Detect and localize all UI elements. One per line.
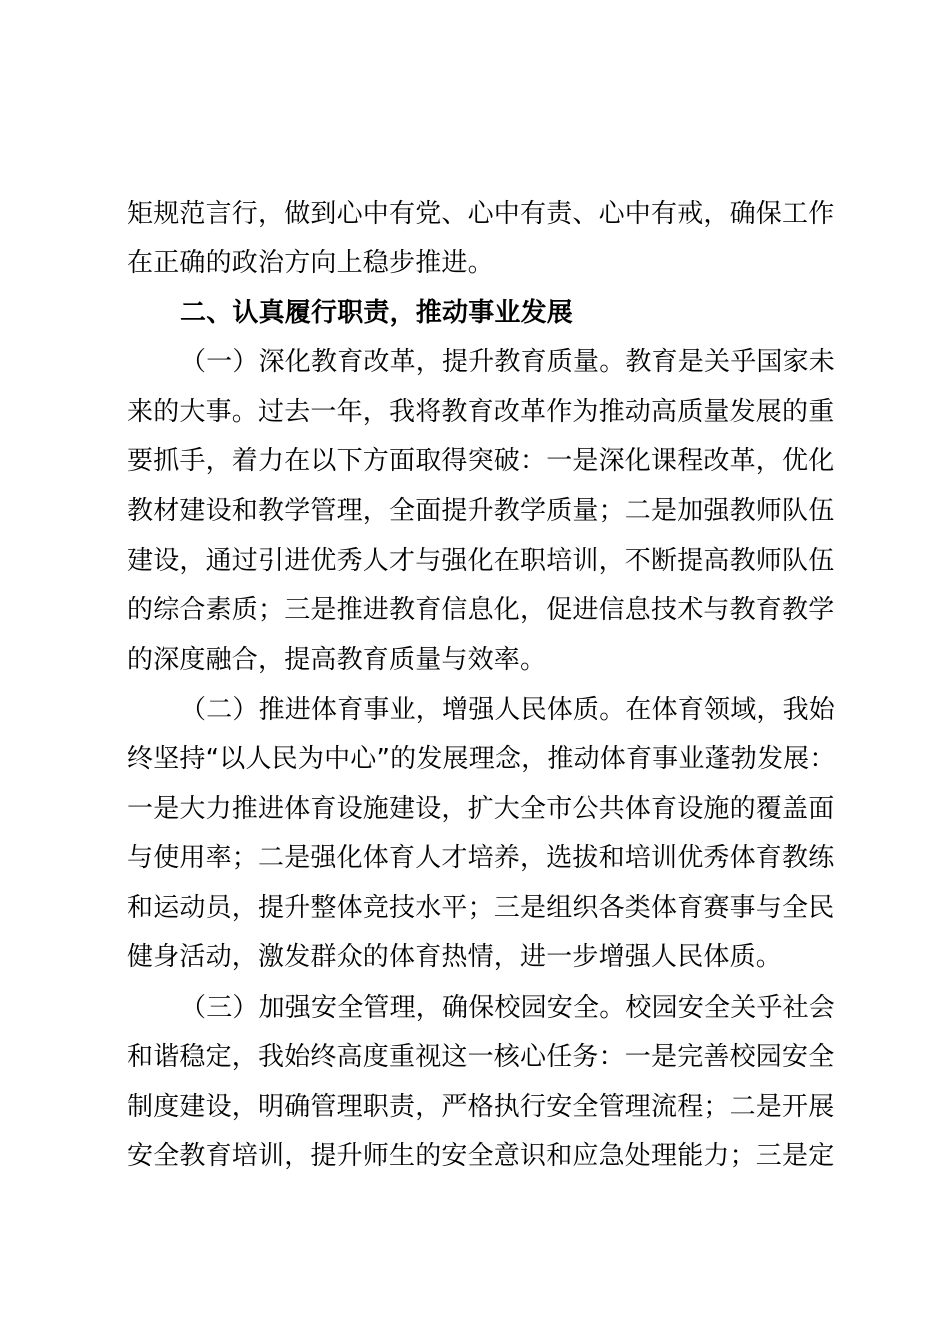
text-line: 和运动员，提升整体竞技水平；三是组织各类体育赛事与全民	[127, 893, 835, 923]
text-line: 与使用率；二是强化体育人才培养，选拔和培训优秀体育教练	[127, 843, 835, 873]
section-heading: 二、认真履行职责，推动事业发展	[180, 298, 574, 328]
text-line: 要抓手，着力在以下方面取得突破：一是深化课程改革，优化	[127, 446, 835, 476]
text-line: 建设，通过引进优秀人才与强化在职培训，不断提高教师队伍	[127, 546, 835, 576]
text-line: （二）推进体育事业，增强人民体质。在体育领域，我始	[180, 695, 836, 725]
text-line: 教材建设和教学管理，全面提升教学质量；二是加强教师队伍	[127, 496, 835, 526]
text-line: 矩规范言行，做到心中有党、心中有责、心中有戒，确保工作	[127, 199, 835, 229]
text-line: 一是大力推进体育设施建设，扩大全市公共体育设施的覆盖面	[127, 794, 835, 824]
text-line: 安全教育培训，提升师生的安全意识和应急处理能力；三是定	[127, 1141, 835, 1171]
text-line: 的综合素质；三是推进教育信息化，促进信息技术与教育教学	[127, 595, 835, 625]
text-line: 来的大事。过去一年，我将教育改革作为推动高质量发展的重	[127, 397, 835, 427]
text-line: 和谐稳定，我始终高度重视这一核心任务：一是完善校园安全	[127, 1042, 835, 1072]
text-line: 的深度融合，提高教育质量与效率。	[127, 645, 547, 675]
text-line: 终坚持“以人民为中心”的发展理念，推动体育事业蓬勃发展：	[127, 744, 836, 774]
text-line: （一）深化教育改革，提升教育质量。教育是关乎国家未	[180, 347, 836, 377]
text-line: 制度建设，明确管理职责，严格执行安全管理流程；二是开展	[127, 1092, 835, 1122]
text-line: 在正确的政治方向上稳步推进。	[127, 248, 494, 278]
text-line: （三）加强安全管理，确保校园安全。校园安全关乎社会	[180, 993, 836, 1023]
text-line: 健身活动，激发群众的体育热情，进一步增强人民体质。	[127, 942, 783, 972]
